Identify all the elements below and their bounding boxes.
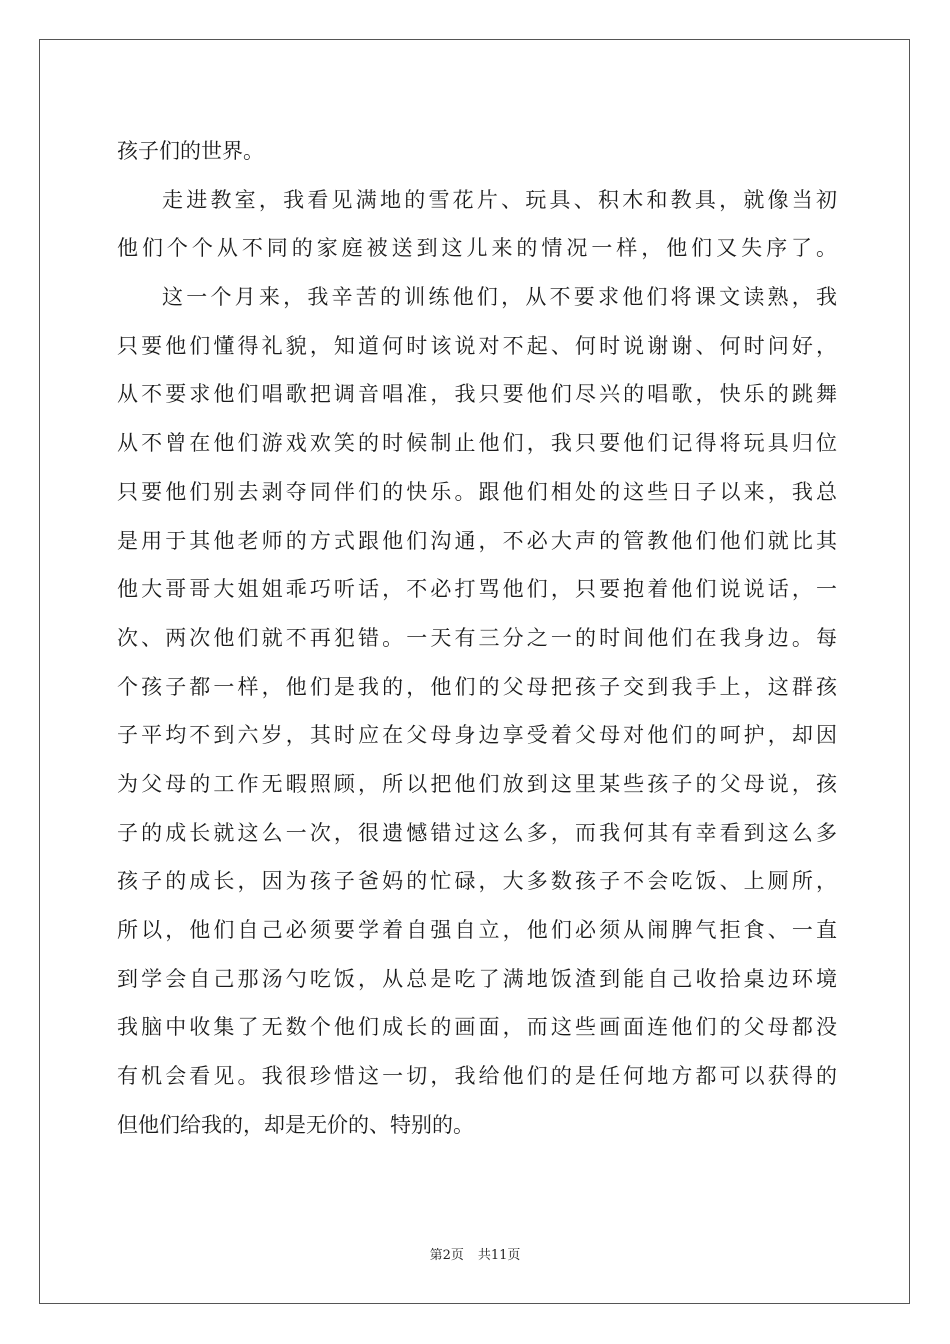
page-footer <box>0 1247 950 1265</box>
text-line: 他大哥哥大姐姐乖巧听话，不必打骂他们，只要抱着他们说说话，一 <box>117 577 837 602</box>
text-line: 个孩子都一样，他们是我的，他们的父母把孩子交到我手上，这群孩 <box>117 674 837 699</box>
text-line: 到学会自己那汤勺吃饭，从总是吃了满地饭渣到能自己收拾桌边环境 <box>117 966 837 991</box>
page-number: 第2页 <box>429 1248 464 1263</box>
text-line: 但他们给我的，却是无价的、特别的。 <box>117 1112 474 1137</box>
text-line: 是用于其他老师的方式跟他们沟通，不必大声的管教他们他们就比其 <box>117 528 837 553</box>
document-body <box>117 127 837 1149</box>
text-line: 我脑中收集了无数个他们成长的画面，而这些画面连他们的父母都没 <box>117 1015 837 1040</box>
text-line: 他们个个从不同的家庭被送到这儿来的情况一样，他们又失序了。 <box>117 236 837 261</box>
text-line: 从不曾在他们游戏欢笑的时候制止他们，我只要他们记得将玩具归位 <box>117 431 837 456</box>
text-line: 孩子们的世界。 <box>117 139 264 163</box>
text-line: 孩子的成长，因为孩子爸妈的忙碌，大多数孩子不会吃饭、上厕所， <box>117 869 837 894</box>
text-line: 次、两次他们就不再犯错。一天有三分之一的时间他们在我身边。每 <box>117 625 837 650</box>
text-line: 只要他们懂得礼貌，知道何时该说对不起、何时说谢谢、何时问好， <box>117 333 837 358</box>
text-line: 有机会看见。我很珍惜这一切，我给他们的是任何地方都可以获得的 <box>117 1064 837 1089</box>
page-total: 共11页 <box>477 1248 521 1263</box>
text-line: 只要他们别去剥夺同伴们的快乐。跟他们相处的这些日子以来，我总 <box>117 479 837 504</box>
text-line: 子的成长就这么一次，很遗憾错过这么多，而我何其有幸看到这么多 <box>117 820 837 845</box>
text-line: 子平均不到六岁，其时应在父母身边享受着父母对他们的呵护，却因 <box>117 723 837 748</box>
text-line: 这一个月来，我辛苦的训练他们，从不要求他们将课文读熟，我 <box>162 285 837 310</box>
text-line: 从不要求他们唱歌把调音唱准，我只要他们尽兴的唱歌，快乐的跳舞 <box>117 382 837 407</box>
text-line: 为父母的工作无暇照顾，所以把他们放到这里某些孩子的父母说，孩 <box>117 771 837 796</box>
text-line: 走进教室，我看见满地的雪花片、玩具、积木和教具，就像当初 <box>162 187 837 212</box>
text-line: 所以，他们自己必须要学着自强自立，他们必须从闹脾气拒食、一直 <box>117 918 837 942</box>
